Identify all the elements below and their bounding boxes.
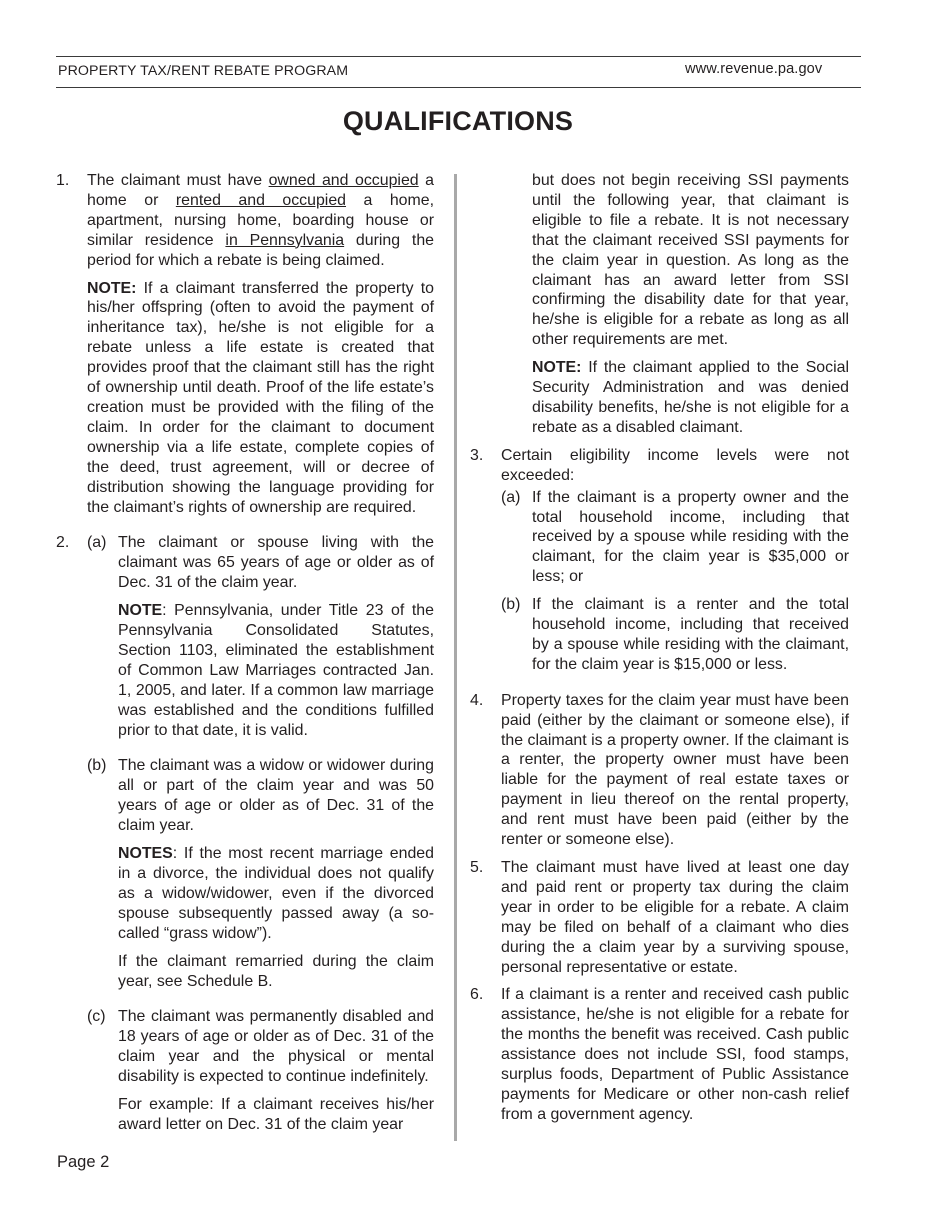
header-program-name: PROPERTY TAX/RENT REBATE PROGRAM [58,63,349,79]
qualification-item-6: 6. If a claimant is a renter and received cash public assistance, he/she is not eligible for a rebate for the months the benefit was received. Cash public assistance does not include SSI, food stamps, surplus foods, Department of Public Assistance payments for Medicare or other non-cash relief from a government agency. [470,986,849,1123]
page-number: Page 2 [57,1153,110,1171]
qualification-item-1 [56,171,434,525]
qualification-item-3: 3. Certain eligibility income levels were not exceeded: (a) If the claimant is a property owner and the total household income, including that received by a spouse while residing with the claimant, for the claim year is $35,000 or less; or (b) If the claimant is a renter and the total household income, including that received by a spouse while residing with the claimant, for the claim year is $15,000 or less. [470,446,849,683]
header-website: www.revenue.pa.gov [685,61,823,77]
item-1-note: NOTE: If a claimant transferred the property to his/her offspring (often to avoid the payment of inheritance tax), he/she is not eligible for a rebate unless a life estate is created that provides proof that the claimant still has the right of ownership until death. Proof of the life estate’s creation must be provided with the filing of the claim. In order for the claimant to document ownership via a life estate, complete copies of the deed, trust agreement, will or decree of distribution showing the language providing for the claimant’s rights of ownership are required. [87,279,434,516]
item-1-text: The claimant must have owned and occupied a home or rented and occupied a home, apartment, nursing home, boarding house or similar residence in Pennsylvania during the period for which a rebate is being claimed. [87,172,434,269]
qualification-item-4: 4. Property taxes for the claim year must have been paid (either by the claimant or someone else), if the claimant is a property owner. If the claimant is a renter, the property owner must have been liable for the payment of real estate taxes or payment in lieu thereof on the rental property, and rent must have been paid (either by the renter or someone else). [470,691,849,849]
item-number: 6. [470,986,484,1004]
header-top-rule [56,56,861,57]
item-3b: (b) If the claimant is a renter and the total household income, including that received by a spouse while residing with the claimant, for the claim year is $15,000 or less. [501,596,849,673]
item-2c-note: NOTE: If the claimant applied to the Social Security Administration and was denied disability benefits, he/she is not eligible for a rebate as a disabled claimant. [532,359,849,436]
item-number: 3. [470,446,484,464]
item-2c: (c) The claimant was permanently disabled and 18 years of age or older as of Dec. 31 of the claim year and the physical or mental disability is expected to continue indefinitely. For example: If a claimant receives his/her award letter on Dec. 31 of the claim year [87,1008,434,1133]
column-divider [454,174,457,1141]
item-2a-note: NOTE: Pennsylvania, under Title 23 of the Pennsylvania Consolidated Statutes, Section 1103, eliminated the establishment of Common Law Marriages contracted Jan. 1, 2005, and later. If a common law marriage was established and the conditions fulfilled prior to that date, it is valid. [118,602,434,739]
item-2c-example-start: For example: If a claimant receives his/her award letter on Dec. 31 of the claim year [118,1096,434,1133]
item-2a: (a) The claimant or spouse living with the claimant was 65 years of age or older as of Dec. 31 of the claim year. NOTE: Pennsylvania, under Title 23 of the Pennsylvania Consolidated Statutes, Section 1103, eliminated the establishment of Common Law Marriages contracted Jan. 1, 2005, and later. If a common law marriage was established and the conditions fulfilled prior to that date, it is valid. [87,534,434,739]
item-2b-note: NOTES: If the most recent marriage ended in a divorce, the individual does not qualify as a widow/widower, even if the divorced spouse subsequently passed away (a so-called “grass widow”). [118,845,434,942]
item-3a: (a) If the claimant is a property owner and the total household income, including that received by a spouse while residing with the claimant, for the claim year is $35,000 or less; or [501,488,849,586]
item-2c-continued: but does not begin receiving SSI payments until the following year, that claimant is eligible to file a rebate. It is not necessary that the claimant received SSI payments for the claim year in question. As long as the claimant has an award letter from SSI confirming the disability date for that year, he/she is eligible for a rebate as long as all other requirements are met. NOTE: If the claimant applied to the Social Security Administration and was denied disability benefits, he/she is not eligible for a rebate as a disabled claimant. [532,172,849,436]
header-bottom-rule [56,87,861,88]
item-2b-note-2: If the claimant remarried during the claim year, see Schedule B. [118,952,434,990]
left-column [56,171,434,1151]
qualification-item-2 [56,533,434,1142]
item-number: 4. [470,691,484,709]
item-number: 2. [56,534,70,552]
right-column [470,171,849,1133]
item-2b: (b) The claimant was a widow or widower during all or part of the claim year and was 50 years of age or older as of Dec. 31 of the claim year. NOTES: If the most recent marriage ended in a divorce, the individual does not qualify as a widow/widower, even if the divorced spouse subsequently passed away (a so-called “grass widow”). If the claimant remarried during the claim year, see Schedule B. [87,757,434,990]
page-title: QUALIFICATIONS [342,106,574,136]
item-number: 1. [56,172,70,189]
qualification-item-5: 5. The claimant must have lived at least one day and paid rent or property tax during the claim year in order to be eligible for a rebate. A claim may be filed on behalf of a claimant who dies during the a claim year by a surviving spouse, personal representative or estate. [470,859,849,976]
item-number: 5. [470,859,484,876]
